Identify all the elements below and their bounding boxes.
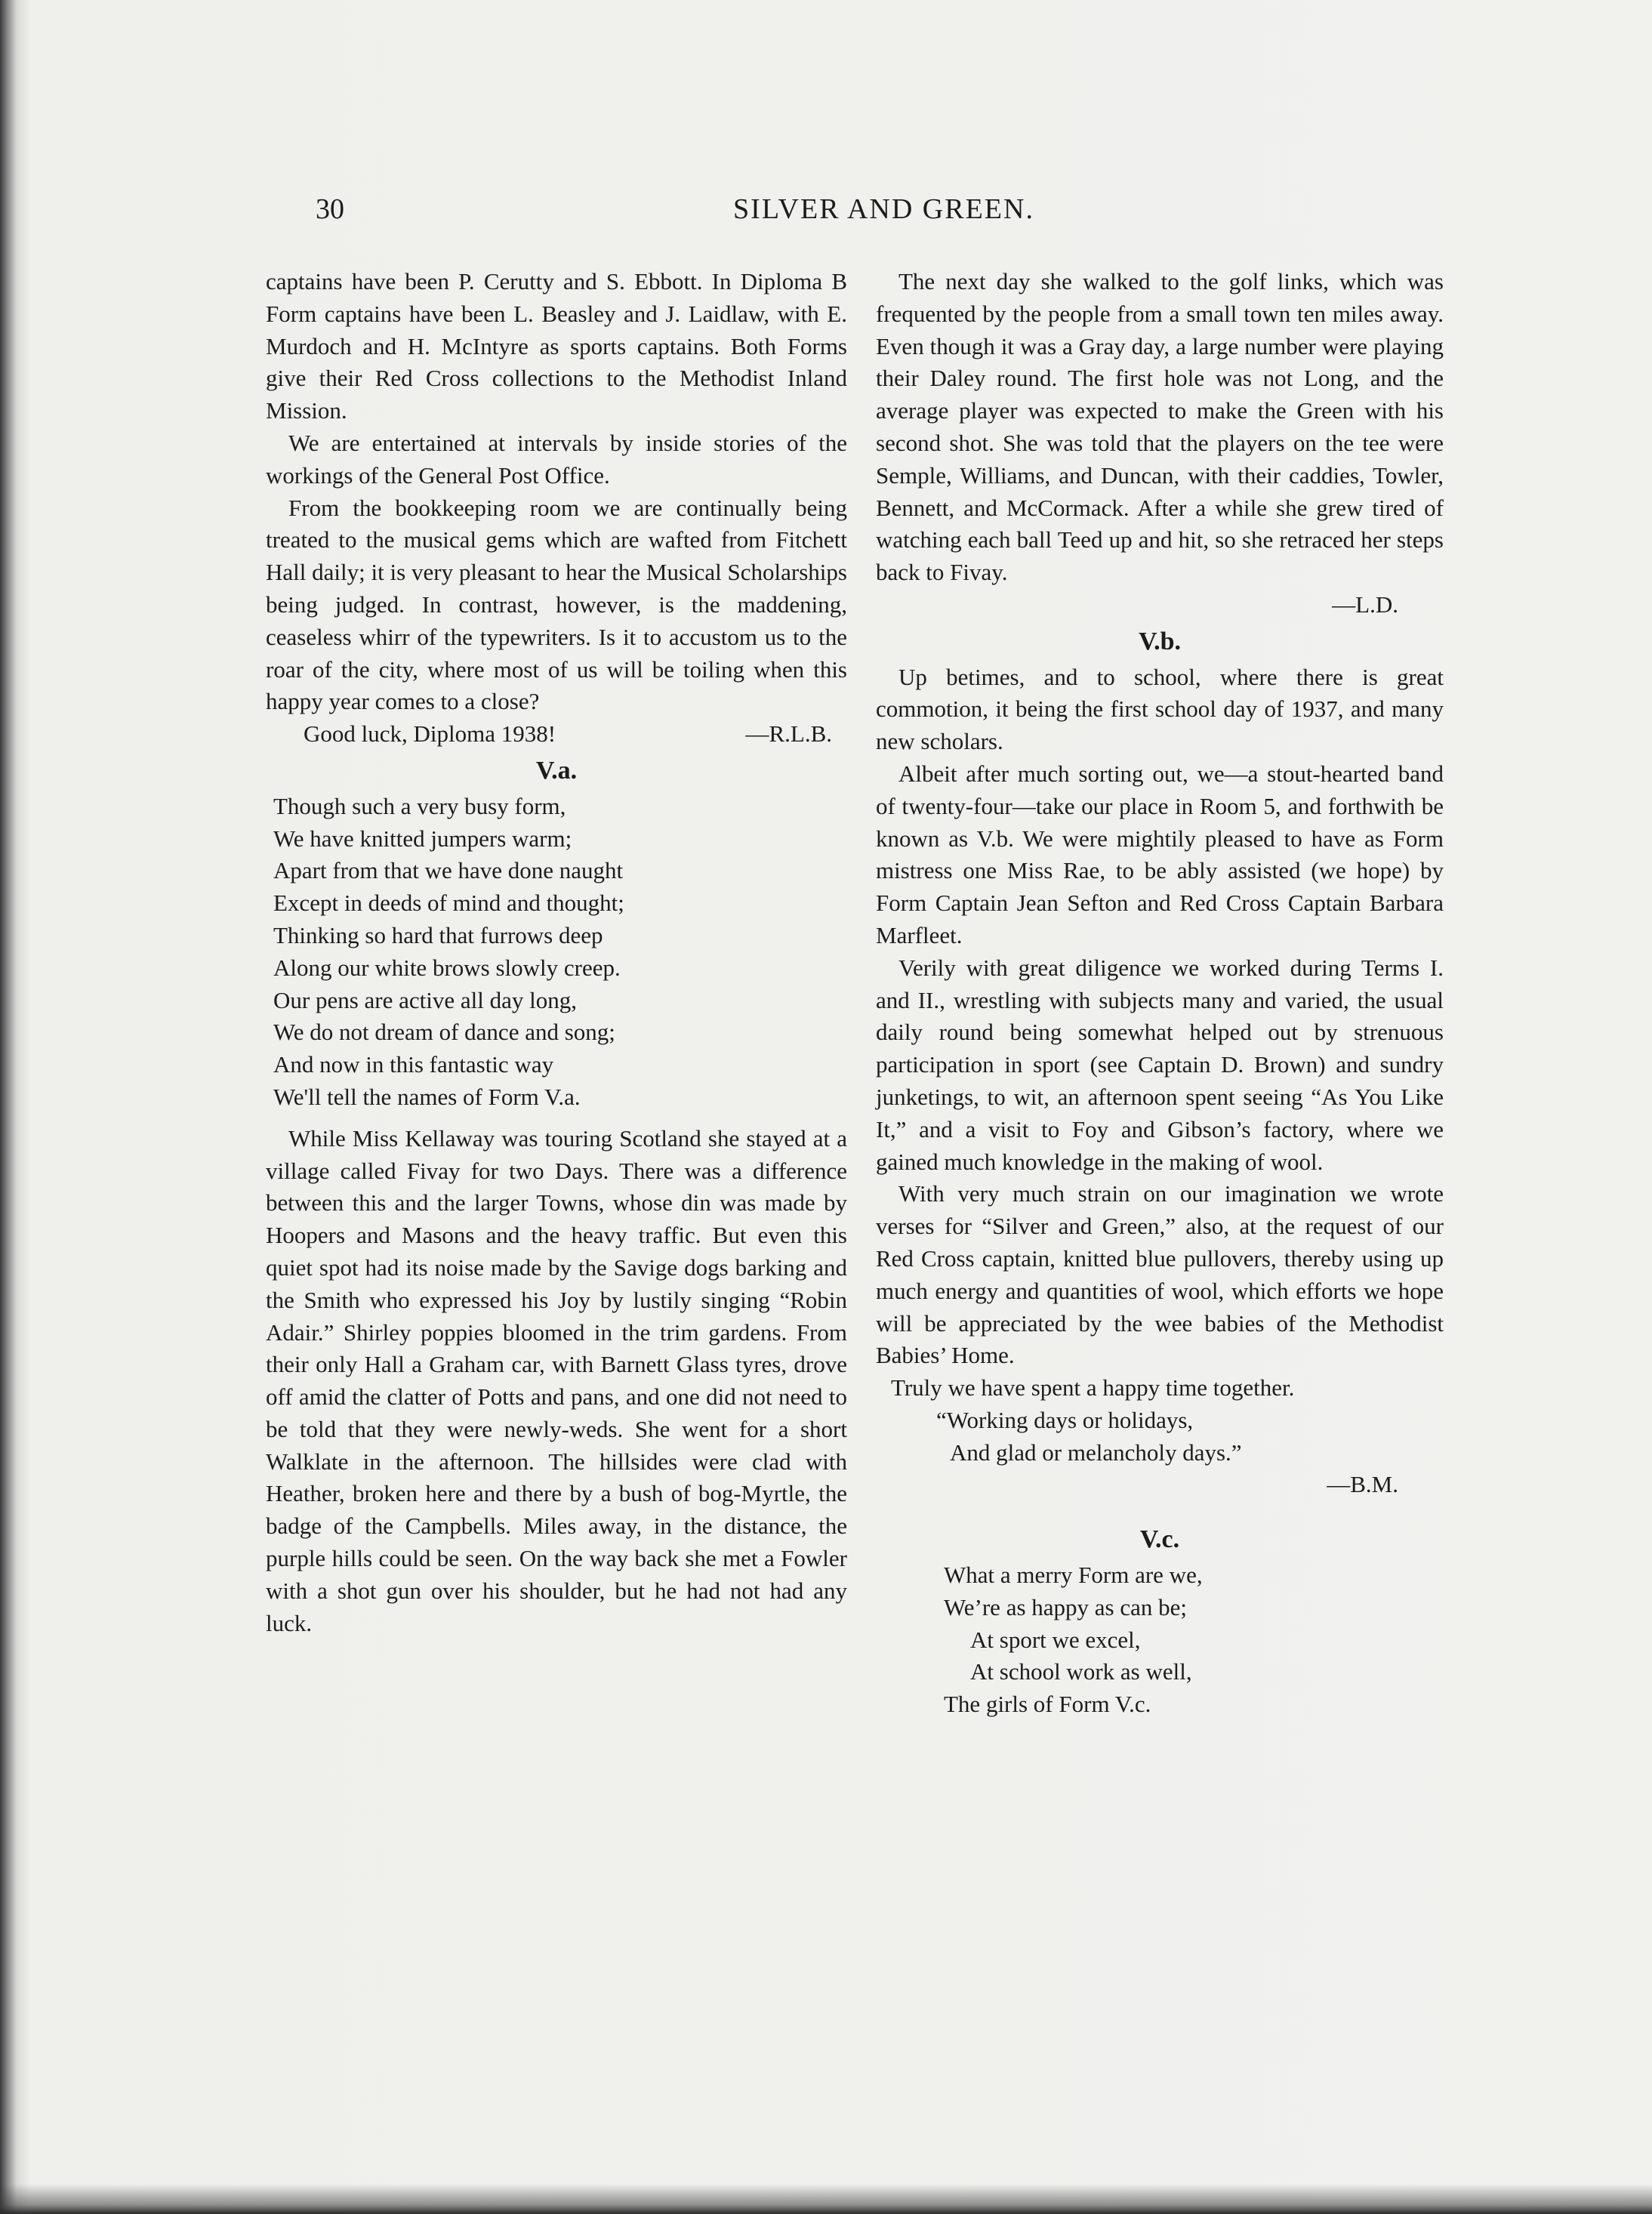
bookkeeping-paragraph: From the bookkeeping room we are continually being treated to the musical gems which are wafted from Fitchett Hall daily; it is very pleasant to hear the Musical Scholarships being judged. In contrast, however, is the maddening, ceaseless whirr of the typewriters. Is it to accustom us to the roar of the city, where most of us will be toiling when this happy year comes to a close? (266, 494, 847, 715)
poem-line: Our pens are active all day long, (273, 986, 577, 1013)
left-column (266, 266, 847, 1639)
closing-text: Good luck, Diploma 1938! (304, 720, 556, 748)
vb-signature: —B.M. (1327, 1471, 1398, 1498)
poem-line: At sport we excel, (970, 1626, 1141, 1653)
poem-line: The girls of Form V.c. (944, 1691, 1151, 1718)
poem-line: We’re as happy as can be; (944, 1593, 1187, 1620)
running-header (316, 193, 1452, 238)
quote-line: And glad or melancholy days.” (950, 1438, 1242, 1466)
vb-quote (876, 1372, 1444, 1469)
quote-line: “Working days or holidays, (936, 1406, 1194, 1433)
poem-line: We'll tell the names of Form V.a. (273, 1083, 581, 1110)
closing-line (266, 718, 847, 751)
page-number: 30 (316, 193, 344, 225)
va-poem (266, 791, 847, 1114)
section-title-va: V.a. (535, 756, 578, 785)
vb-paragraph-3: Verily with great diligence we worked during Terms I. and II., wrestling with subjects many and varied, the usual daily round being somewhat helped out by strenuous participation in sport (see Captain D. Brown) and sundry junketings, to wit, an afternoon spent seeing “As You Like It,” and a visit to Foy and Gibson’s factory, where we gained much knowledge in the making of wool. (876, 954, 1444, 1175)
vb-paragraph-1: Up betimes, and to school, where there is great commotion, it being the first school day of 1937, and many new scholars. (876, 663, 1444, 755)
golf-paragraph: The next day she walked to the golf links, which was frequented by the people from a small town ten miles away. Even though it was a Gray day, a large number were playing their Daley round. The first hole was not Long, and the average player was expected to make the Green with his second shot. She was told that the players on the tee were Semple, Williams, and Duncan, with their caddies, Towler, Bennett, and McCormack. After a while she grew tired of watching each ball Teed up and hit, so she retraced her steps back to Fivay. (876, 268, 1444, 586)
poem-line: Except in deeds of mind and thought; (273, 890, 624, 917)
poem-line: Though such a very busy form, (273, 792, 566, 819)
poem-line: Along our white brows slowly creep. (273, 954, 621, 981)
quote-line: Truly we have spent a happy time together. (891, 1374, 1295, 1401)
poem-line: What a merry Form are we, (944, 1562, 1203, 1589)
vb-paragraph-4: With very much strain on our imagination we wrote verses for “Silver and Green,” also, at the request of our Red Cross captain, knitted blue pullovers, thereby using up much energy and quantities of wool, which efforts we hope will be appreciated by the wee babies of the Methodist Babies’ Home. (876, 1180, 1444, 1369)
poem-line: At school work as well, (970, 1658, 1192, 1685)
section-title-vc: V.c. (1139, 1525, 1180, 1554)
vb-paragraph-2: Albeit after much sorting out, we—a stout-hearted band of twenty-four—take our place in Room 5, and forthwith be known as V.b. We were mightily pleased to have as Form mistress one Miss Rae, to be ably assisted (we hope) by Form Captain Jean Sefton and Red Cross Captain Barbara Marfleet. (876, 760, 1444, 948)
running-title: SILVER AND GREEN. (733, 193, 1034, 225)
poem-line: And now in this fantastic way (273, 1051, 554, 1078)
poem-line: Thinking so hard that furrows deep (273, 921, 603, 948)
poem-line: We have knitted jumpers warm; (273, 825, 572, 852)
va-signature: —L.D. (1332, 591, 1398, 618)
section-title-vb: V.b. (1138, 627, 1182, 655)
right-column (876, 266, 1444, 1721)
poem-line: We do not dream of dance and song; (273, 1019, 615, 1046)
va-story-paragraph: While Miss Kellaway was touring Scotland she stayed at a village called Fivay for two Days. There was a difference between this and the larger Towns, whose din was made by Hoopers and Masons and the heavy traffic. But even this quiet spot had its noise made by the Savige dogs barking and the Smith who expressed his Joy by lustily singing “Robin Adair.” Shirley poppies bloomed in the trim gardens. From their only Hall a Graham car, with Barnett Glass tyres, drove off amid the clatter of Potts and pans, and one did not need to be told that they were newly-weds. She went for a short Walklate in the afternoon. The hillsides were clad with Heather, broken here and there by a bush of bog-Myrtle, the badge of the Campbells. Miles away, in the distance, the purple hills could be seen. On the way back she met a Fowler with a shot gun over his shoulder, but he had not had any luck. (266, 1124, 847, 1636)
poem-line: Apart from that we have done naught (273, 857, 624, 884)
page-bottom-edge (0, 2184, 1652, 2214)
diploma-paragraph: captains have been P. Cerutty and S. Ebbott. In Diploma B Form captains have been L. Beasley and J. Laidlaw, with E. Murdoch and H. McIntyre as sports captains. Both Forms give their Red Cross collections to the Methodist Inland Mission. (266, 268, 847, 424)
post-office-paragraph: We are entertained at intervals by inside stories of the workings of the General Post Office. (266, 429, 847, 489)
vc-poem (876, 1559, 1444, 1721)
closing-signature: —R.L.B. (745, 720, 832, 748)
